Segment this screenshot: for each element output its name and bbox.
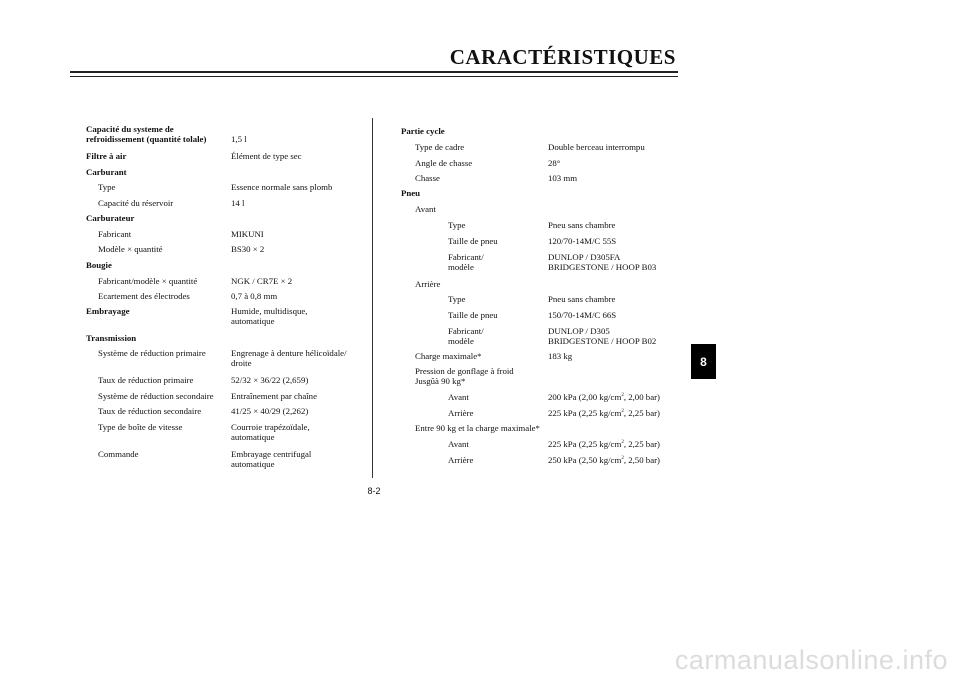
squared-sign: 2	[621, 393, 624, 399]
spec-label: Type	[98, 182, 116, 192]
spec-value: automatique	[231, 459, 275, 469]
spec-label: Capacité du systeme de	[86, 124, 174, 134]
watermark: carmanualsonline.info	[674, 645, 948, 675]
pressure-text: , 2,50 bar)	[623, 455, 660, 465]
section-heading: Transmission	[86, 333, 137, 343]
pressure-text: , 2,00 bar)	[623, 392, 660, 402]
spec-value: 103 mm	[548, 173, 578, 183]
spec-value	[548, 439, 660, 449]
spec-label: Système de réduction primaire	[98, 348, 206, 358]
section-heading: Bougie	[86, 260, 112, 270]
spec-value: 1,5 l	[231, 134, 247, 144]
spec-label: Taux de réduction primaire	[98, 375, 194, 385]
spec-value: Engrenage à denture hélicoïdale/	[231, 348, 347, 358]
section-heading: Carburant	[86, 167, 127, 177]
spec-value: Pneu sans chambre	[548, 294, 616, 304]
title-rule	[70, 71, 678, 77]
spec-value: droite	[231, 358, 252, 368]
spec-label: Angle de chasse	[415, 158, 473, 168]
spec-label: Type de cadre	[415, 142, 465, 152]
spec-label: Modèle × quantité	[98, 244, 163, 254]
column-divider	[372, 118, 373, 478]
spec-value: Essence normale sans plomb	[231, 182, 333, 192]
spec-value: BRIDGESTONE / HOOP B02	[548, 336, 657, 346]
spec-value: Embrayage centrifugal	[231, 449, 312, 459]
subsection-heading: Avant	[415, 204, 436, 214]
spec-label: Embrayage	[86, 306, 130, 316]
spec-label: Taux de réduction secondaire	[98, 406, 202, 416]
spec-label: Filtre à air	[86, 151, 127, 161]
spec-value: 41/25 × 40/29 (2,262)	[231, 406, 309, 416]
spec-label: Fabricant/	[448, 326, 484, 336]
spec-label: Type de boîte de vitesse	[98, 422, 183, 432]
spec-value: BS30 × 2	[231, 244, 265, 254]
spec-label: modèle	[448, 336, 474, 346]
spec-value: automatique	[231, 432, 275, 442]
spec-label: Entre 90 kg et la charge maximale*	[415, 423, 540, 433]
spec-value: MIKUNI	[231, 229, 264, 239]
spec-label: Type	[448, 220, 466, 230]
spec-value	[548, 408, 660, 418]
spec-label: Taille de pneu	[448, 310, 498, 320]
spec-label: Avant	[448, 439, 469, 449]
pressure-text: 225 kPa (2,25 kg/cm	[548, 439, 622, 449]
spec-value: 120/70-14M/C 55S	[548, 236, 617, 246]
subsection-heading: Arrière	[415, 279, 441, 289]
page-title: CARACTÉRISTIQUES	[449, 45, 676, 69]
page-number: 8-2	[367, 486, 381, 496]
spec-value: 0,7 à 0,8 mm	[231, 291, 278, 301]
spec-value: BRIDGESTONE / HOOP B03	[548, 262, 657, 272]
spec-label: Type	[448, 294, 466, 304]
spec-label: Fabricant/modèle × quantité	[98, 276, 198, 286]
section-heading: Pneu	[401, 188, 421, 198]
spec-label: Fabricant/	[448, 252, 484, 262]
spec-value: 52/32 × 36/22 (2,659)	[231, 375, 309, 385]
spec-value: 28°	[548, 158, 561, 168]
spec-value: Élément de type sec	[231, 151, 302, 161]
spec-value: 14 l	[231, 198, 245, 208]
spec-label: Système de réduction secondaire	[98, 391, 214, 401]
spec-value: Courroie trapézoïdale,	[231, 422, 310, 432]
spec-label: Jusgûà 90 kg*	[415, 376, 466, 386]
spec-label: refroidissement (quantité tolale)	[86, 134, 207, 144]
spec-label: Ecartement des électrodes	[98, 291, 190, 301]
spec-label: Taille de pneu	[448, 236, 498, 246]
spec-value: Double berceau interrompu	[548, 142, 645, 152]
spec-label: Charge maximale*	[415, 351, 482, 361]
spec-label: Arrière	[448, 455, 474, 465]
pressure-text: , 2,25 bar)	[623, 439, 660, 449]
spec-label: Arrière	[448, 408, 474, 418]
section-heading: Partie cycle	[401, 126, 445, 136]
spec-value: Pneu sans chambre	[548, 220, 616, 230]
spec-label: Chasse	[415, 173, 440, 183]
pressure-text: 250 kPa (2,50 kg/cm	[548, 455, 622, 465]
section-heading: Carburateur	[86, 213, 135, 223]
spec-label: Pression de gonflage à froid	[415, 366, 514, 376]
spec-value: Humide, multidisque,	[231, 306, 308, 316]
spec-label: Capacité du réservoir	[98, 198, 174, 208]
squared-sign: 2	[621, 440, 624, 446]
spec-label: Fabricant	[98, 229, 132, 239]
spec-value: Entraînement par chaîne	[231, 391, 317, 401]
spec-value: 183 kg	[548, 351, 573, 361]
squared-sign: 2	[621, 409, 624, 415]
spec-label: Commande	[98, 449, 139, 459]
spec-value: NGK / CR7E × 2	[231, 276, 293, 286]
chapter-tab[interactable]	[691, 344, 716, 379]
spec-label: modèle	[448, 262, 474, 272]
pressure-text: 200 kPa (2,00 kg/cm	[548, 392, 622, 402]
squared-sign: 2	[621, 456, 624, 462]
chapter-tab-label: 8	[700, 354, 707, 369]
spec-value	[548, 392, 660, 402]
spec-value: automatique	[231, 316, 275, 326]
spec-value: DUNLOP / D305	[548, 326, 610, 336]
spec-value: 150/70-14M/C 66S	[548, 310, 617, 320]
spec-value	[548, 455, 660, 465]
pressure-text: , 2,25 bar)	[623, 408, 660, 418]
pressure-text: 225 kPa (2,25 kg/cm	[548, 408, 622, 418]
spec-label: Avant	[448, 392, 469, 402]
spec-value: DUNLOP / D305FA	[548, 252, 621, 262]
